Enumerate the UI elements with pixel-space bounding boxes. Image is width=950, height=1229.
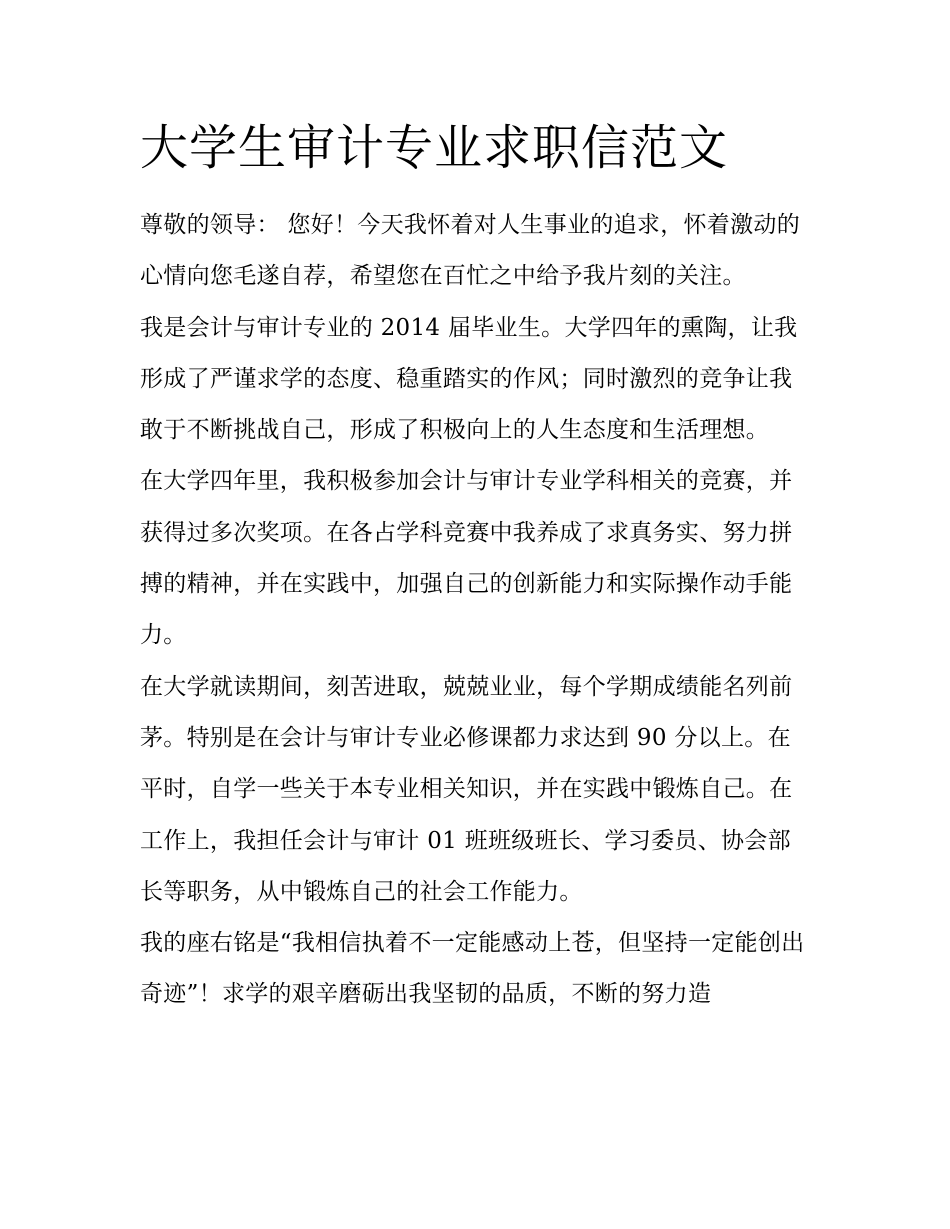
paragraph-competitions: 在大学四年里，我积极参加会计与审计专业学科相关的竞赛，并获得过多次奖项。在各占学科竞赛中我养成了求真务实、努力拼搏的精神，并在实践中，加强自己的创新能力和实际操作动手能力。 — [140, 468, 793, 649]
paragraph-greeting: 尊敬的领导： 您好！今天我怀着对人生事业的追求，怀着激动的心情向您毛遂自荐，希望您在百忙之中给予我片刻的关注。 — [140, 212, 801, 290]
page-title: 大学生审计专业求职信范文 — [140, 120, 729, 176]
paragraph-academics: 在大学就读期间，刻苦进取，兢兢业业，每个学期成绩能名列前茅。特别是在会计与审计专业必修课都力求达到 90 分以上。在平时，自学一些关于本专业相关知识，并在实践中锻炼自己。在工作上，我担任会计与审计 01 班班级班长、学习委员、协会部长等职务，从中锻炼自己的社会工作能力。 — [140, 673, 793, 905]
paragraph-motto: 我的座右铭是“我相信执着不一定能感动上苍，但坚持一定能创出奇迹”！求学的艰辛磨砺出我坚韧的品质，不断的努力造 — [140, 930, 805, 1008]
paragraph-background: 我是会计与审计专业的 2014 届毕业生。大学四年的熏陶，让我形成了严谨求学的态度、稳重踏实的作风；同时激烈的竞争让我敢于不断挑战自己，形成了积极向上的人生态度和生活理想。 — [140, 314, 798, 444]
document-page — [140, 112, 812, 1021]
